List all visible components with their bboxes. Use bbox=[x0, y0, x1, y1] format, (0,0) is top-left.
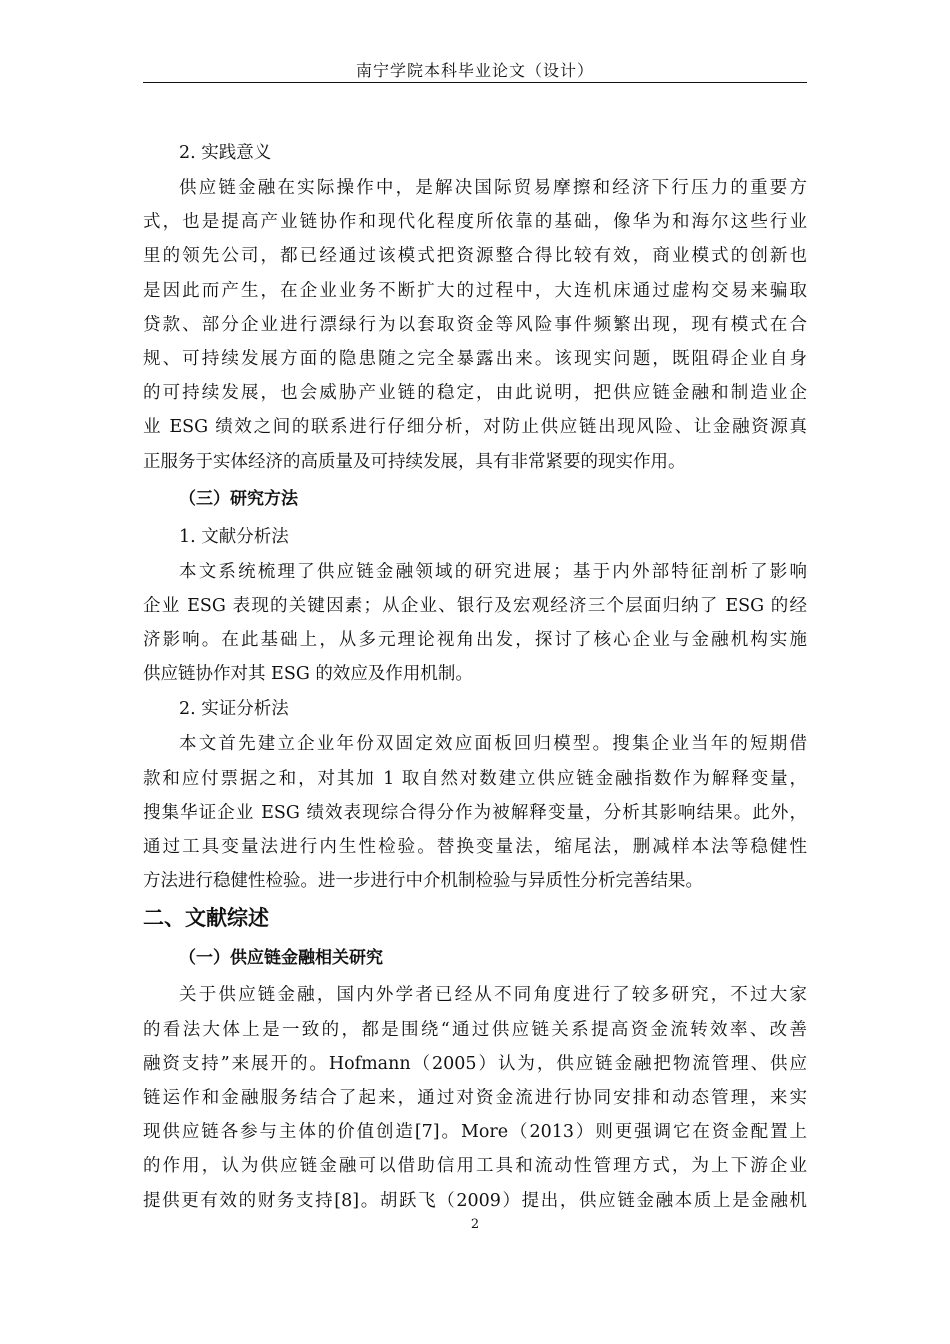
page-number: 2 bbox=[470, 1217, 480, 1232]
paragraph-line: 业 ESG 绩效之间的联系进行仔细分析，对防止供应链出现风险、让金融资源真 bbox=[143, 417, 807, 438]
paragraph-line: 里的领先公司，都已经通过该模式把资源整合得比较有效，商业模式的创新也 bbox=[143, 246, 807, 267]
paragraph-line: 济影响。在此基础上，从多元理论视角出发，探讨了核心企业与金融机构实施 bbox=[143, 630, 807, 651]
paragraph-line: 现供应链各参与主体的价值创造[7]。More（2013）则更强调它在资金配置上 bbox=[143, 1122, 807, 1143]
paragraph-line: 本文首先建立企业年份双固定效应面板回归模型。搜集企业当年的短期借 bbox=[179, 734, 807, 755]
paragraph-supply-chain-research bbox=[143, 978, 807, 1217]
paragraph-line: 是因此而产生，在企业业务不断扩大的过程中，大连机床通过虚构交易来骗取 bbox=[143, 280, 807, 301]
paragraph-line: 方法进行稳健性检验。进一步进行中介机制检验与异质性分析完善结果。 bbox=[143, 871, 703, 892]
paragraph-line: 提供更有效的财务支持[8]。胡跃飞（2009）提出，供应链金融本质上是金融机 bbox=[143, 1190, 807, 1211]
paragraph-line: 企业 ESG 表现的关键因素；从企业、银行及宏观经济三个层面归纳了 ESG 的经 bbox=[143, 595, 807, 616]
paragraph-line: 供应链金融在实际操作中，是解决国际贸易摩擦和经济下行压力的重要方 bbox=[179, 178, 807, 198]
page-content bbox=[143, 135, 807, 1218]
paragraph-line: 的可持续发展，也会威胁产业链的稳定，由此说明，把供应链金融和制造业企 bbox=[143, 383, 807, 404]
paragraph-empirical-analysis bbox=[143, 727, 807, 898]
paragraph-line: 贷款、部分企业进行漂绿行为以套取资金等风险事件频繁出现，现有模式在合 bbox=[143, 314, 807, 335]
page-header: 南宁学院本科毕业论文（设计） bbox=[355, 61, 594, 80]
header-rule bbox=[143, 82, 807, 83]
paragraph-line: 的看法大体上是一致的，都是围绕“通过供应链关系提高资金流转效率、改善 bbox=[143, 1019, 807, 1040]
paragraph-line: 搜集华证企业 ESG 绩效表现综合得分作为被解释变量，分析其影响结果。此外， bbox=[143, 802, 807, 823]
paragraph-line: 正服务于实体经济的高质量及可持续发展，具有非常紧要的现实作用。 bbox=[143, 451, 686, 472]
paragraph-practical-significance bbox=[143, 171, 807, 479]
paragraph-line: 本文系统梳理了供应链金融领域的研究进展；基于内外部特征剖析了影响 bbox=[179, 561, 807, 582]
heading-literature-analysis: 1. 文献分析法 bbox=[179, 526, 289, 547]
paragraph-line: 通过工具变量法进行内生性检验。替换变量法，缩尾法，删减样本法等稳健性 bbox=[143, 837, 807, 857]
paragraph-line: 融资支持”来展开的。Hofmann（2005）认为，供应链金融把物流管理、供应 bbox=[143, 1053, 807, 1074]
paragraph-line: 供应链协作对其 ESG 的效应及作用机制。 bbox=[143, 664, 473, 685]
paragraph-line: 关于供应链金融，国内外学者已经从不同角度进行了较多研究，不过大家 bbox=[179, 985, 807, 1006]
heading-literature-review: 二、文献综述 bbox=[143, 906, 269, 931]
paragraph-line: 链运作和金融服务结合了起来，通过对资金流进行协同安排和动态管理，来实 bbox=[143, 1087, 807, 1108]
heading-supply-chain-research: （一）供应链金融相关研究 bbox=[179, 948, 383, 969]
paragraph-line: 式，也是提高产业链协作和现代化程度所依靠的基础，像华为和海尔这些行业 bbox=[143, 212, 807, 233]
paragraph-line: 款和应付票据之和，对其加 1 取自然对数建立供应链金融指数作为解释变量， bbox=[143, 768, 807, 789]
paragraph-literature-analysis bbox=[143, 555, 807, 692]
paragraph-line: 规、可持续发展方面的隐患随之完全暴露出来。该现实问题，既阻碍企业自身 bbox=[143, 348, 807, 369]
heading-empirical-analysis: 2. 实证分析法 bbox=[179, 699, 289, 720]
heading-practical-significance: 2. 实践意义 bbox=[179, 143, 272, 163]
paragraph-line: 的作用，认为供应链金融可以借助信用工具和流动性管理方式，为上下游企业 bbox=[143, 1156, 807, 1177]
heading-research-methods: （三）研究方法 bbox=[179, 488, 298, 509]
